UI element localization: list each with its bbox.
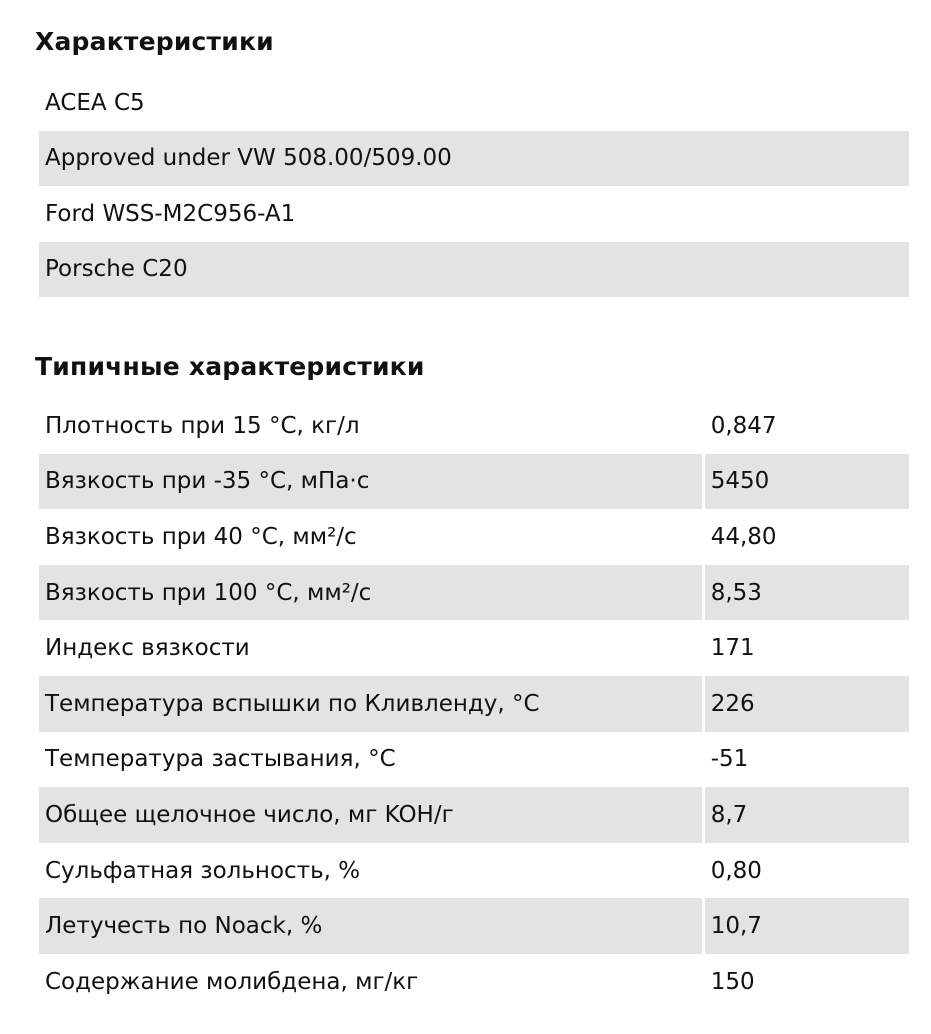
characteristics-heading: Характеристики [35, 27, 274, 56]
property-name: Сульфатная зольность, % [45, 857, 361, 884]
property-name: Температура вспышки по Кливленду, °C [39, 676, 702, 732]
property-value: 0,847 [710, 412, 777, 439]
property-name: Вязкость при 100 °C, мм²/с [39, 565, 702, 621]
property-value: 5450 [705, 454, 909, 510]
table-row [39, 454, 909, 510]
property-name: Плотность при 15 °C, кг/л [45, 412, 360, 439]
typical-characteristics-table [39, 398, 909, 1010]
property-value: 171 [710, 635, 755, 662]
table-row [39, 620, 909, 676]
table-row [39, 676, 909, 732]
table-row [39, 843, 909, 899]
table-row [39, 732, 909, 788]
property-name: Температура застывания, °C [45, 746, 396, 773]
property-name: Летучесть по Noack, % [39, 898, 702, 954]
characteristics-list [39, 75, 909, 297]
table-row [39, 787, 909, 843]
table-row [39, 398, 909, 454]
property-value: 44,80 [710, 523, 777, 550]
property-value: 226 [705, 676, 909, 732]
property-value: -51 [710, 746, 749, 773]
table-row [39, 898, 909, 954]
typical-characteristics-heading: Типичные характеристики [35, 352, 425, 381]
table-row [39, 565, 909, 621]
table-row [39, 509, 909, 565]
list-item: ACEA C5 [45, 89, 145, 116]
list-item: Ford WSS-M2C956-A1 [45, 200, 296, 227]
property-name: Индекс вязкости [45, 635, 250, 662]
list-item: Porsche C20 [39, 242, 909, 298]
property-name: Содержание молибдена, мг/кг [45, 968, 419, 995]
property-value: 0,80 [710, 857, 762, 884]
property-name: Вязкость при -35 °C, мПа·с [39, 454, 702, 510]
property-name: Общее щелочное число, мг KOH/г [39, 787, 702, 843]
property-value: 8,53 [705, 565, 909, 621]
property-value: 10,7 [705, 898, 909, 954]
table-row [39, 954, 909, 1010]
property-name: Вязкость при 40 °C, мм²/с [45, 523, 357, 550]
property-value: 150 [710, 968, 755, 995]
property-value: 8,7 [705, 787, 909, 843]
list-item: Approved under VW 508.00/509.00 [39, 131, 909, 187]
